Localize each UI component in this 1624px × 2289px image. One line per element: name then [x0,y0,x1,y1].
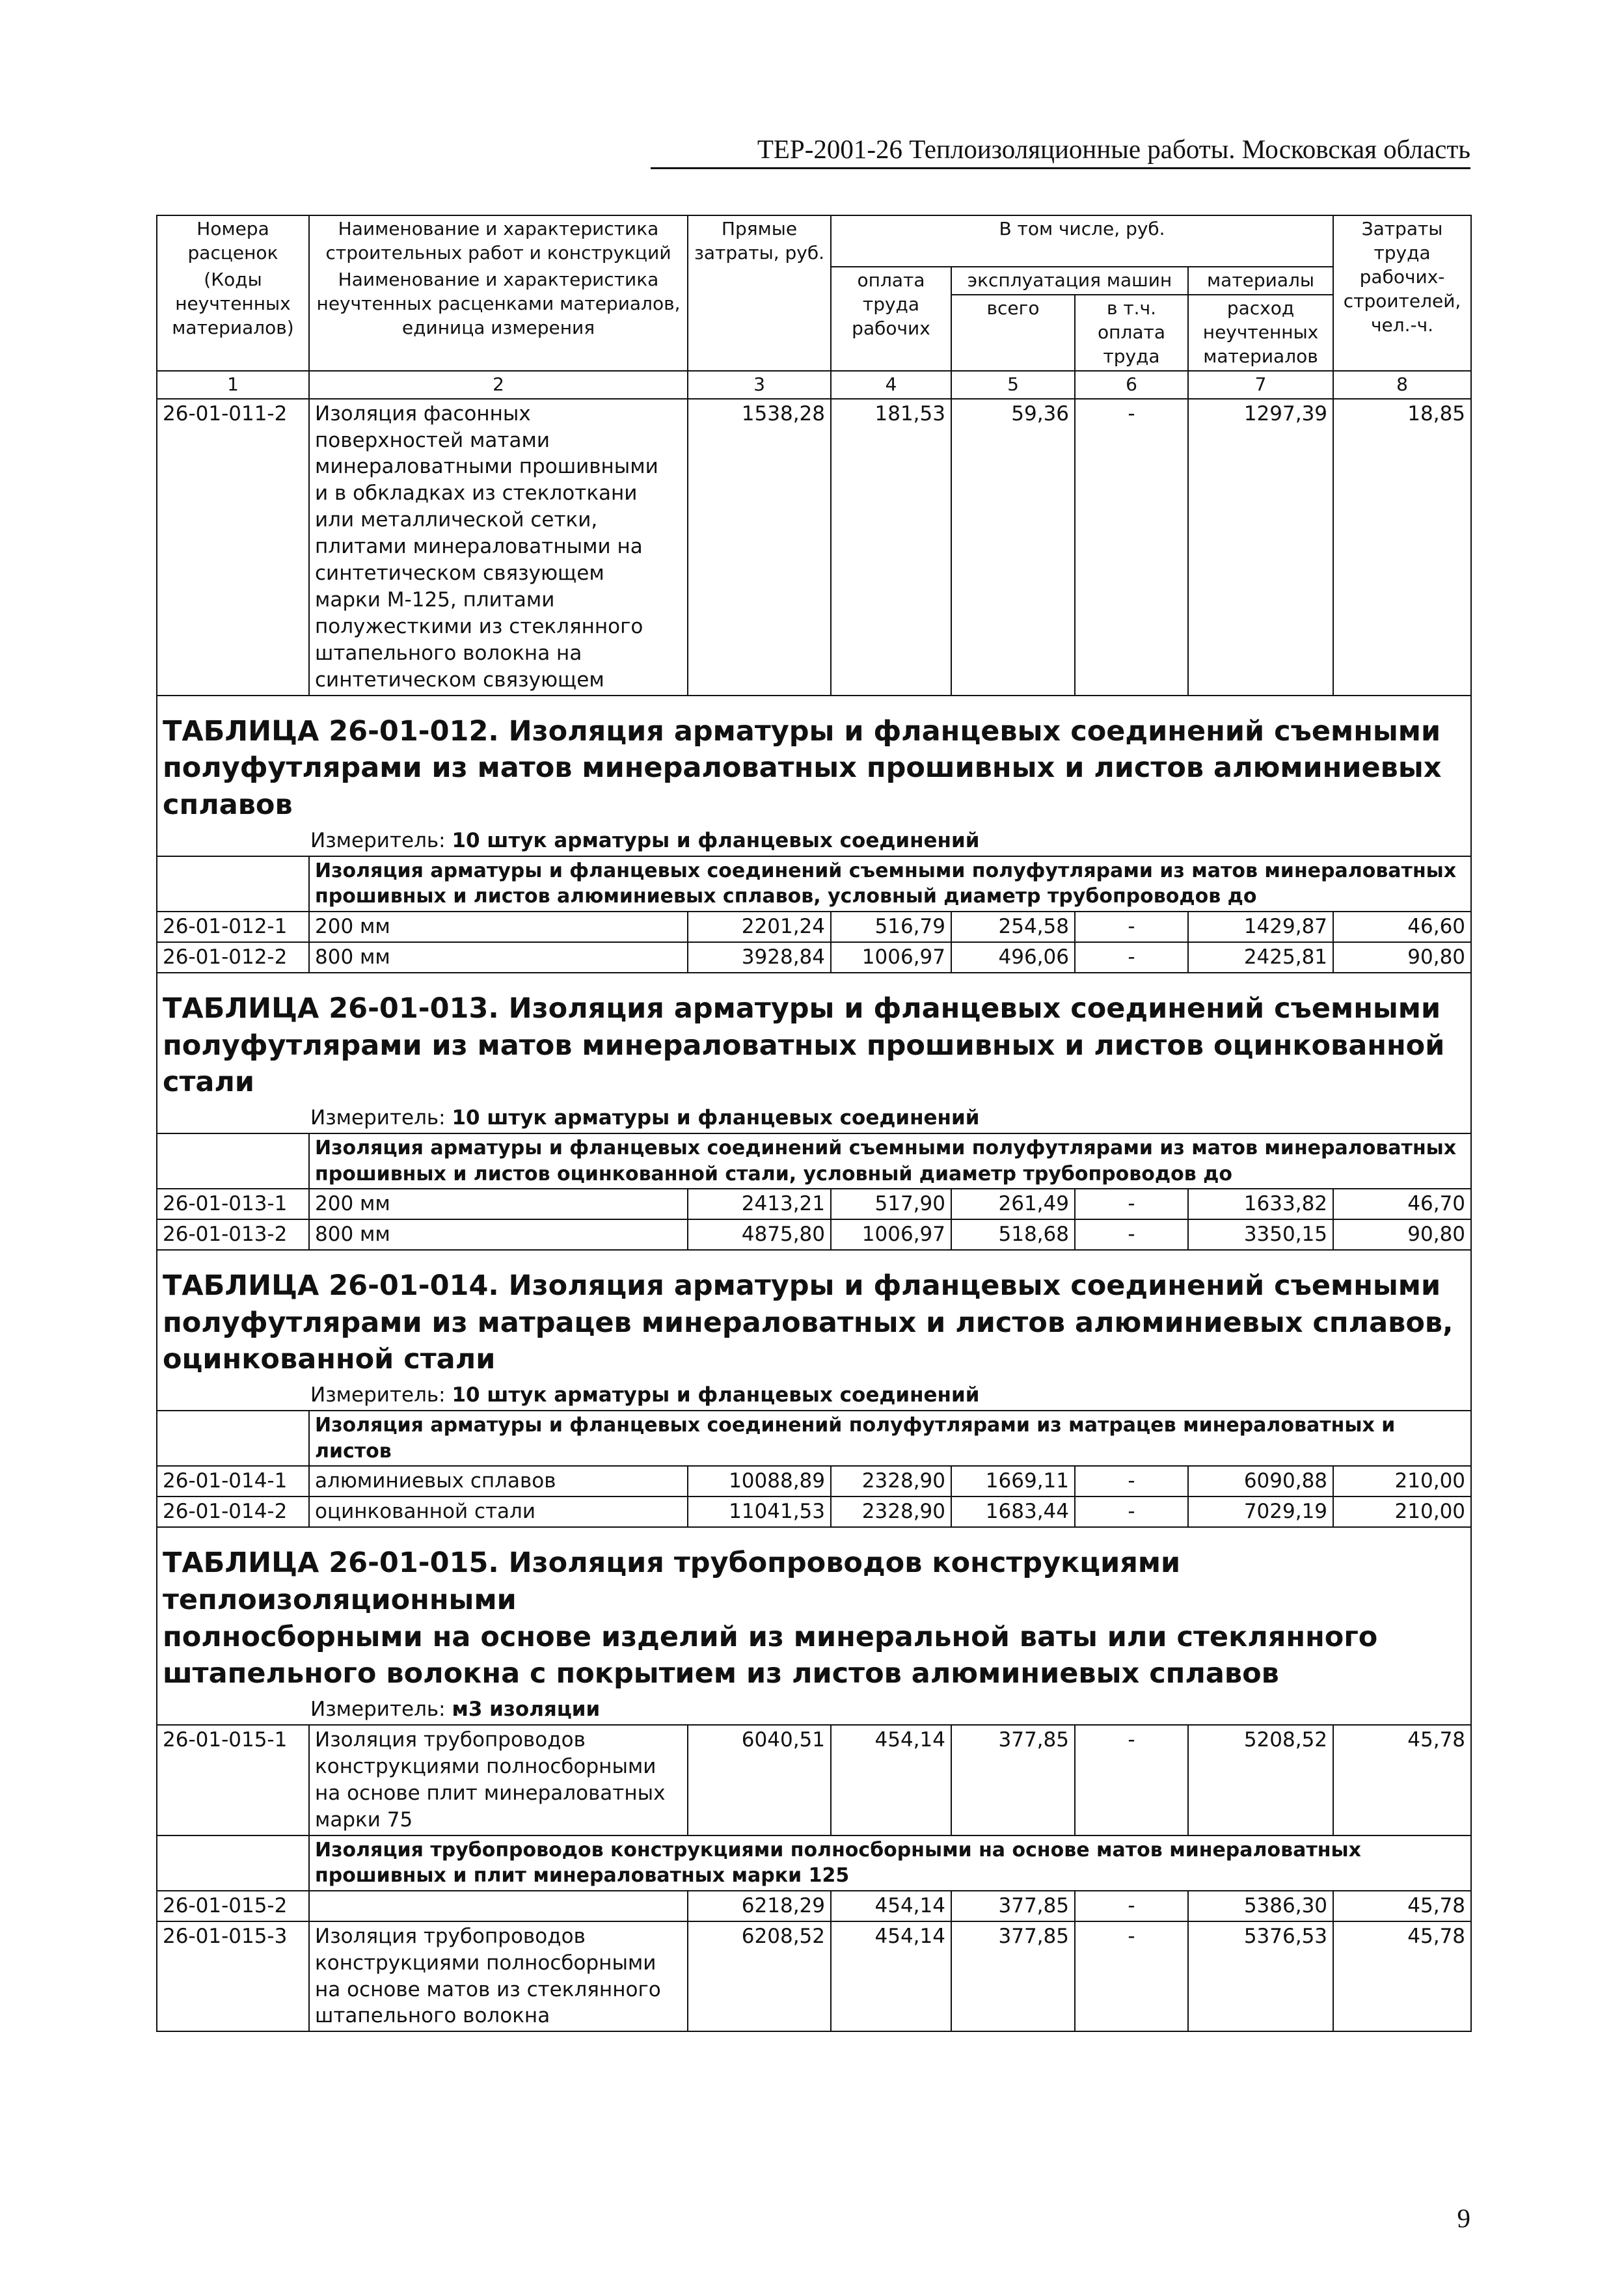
direct-costs: 4875,80 [688,1219,831,1250]
header-machines-incl: в т.ч. оплата труда [1075,295,1188,371]
labor-pay: 1006,97 [831,942,951,973]
labor-cost: 46,70 [1333,1189,1471,1219]
direct-costs: 6040,51 [688,1725,831,1835]
labor-pay: 2328,90 [831,1466,951,1497]
measure-row [157,826,1471,856]
materials: 1429,87 [1188,912,1333,942]
header-direct-costs: Прямые затраты, руб. [688,215,831,371]
materials: 5208,52 [1188,1725,1333,1835]
col-num: 7 [1188,371,1333,399]
col-num: 5 [951,371,1075,399]
labor-cost: 45,78 [1333,1725,1471,1835]
table-row [157,1466,1471,1497]
labor-cost: 210,00 [1333,1497,1471,1527]
header-codes-a: Номера расценок [157,215,309,267]
rate-name: Изоляция трубопроводов конструкциями полносборными на основе матов из стеклянного штапельного волокна [309,1921,688,2032]
header-materials: материалы [1188,267,1333,295]
machines-total: 496,06 [951,942,1075,973]
labor-pay: 2328,90 [831,1497,951,1527]
machines-labor: - [1075,1466,1188,1497]
section-title-row [157,696,1471,826]
table-row [157,1891,1471,1921]
col-num: 8 [1333,371,1471,399]
rate-code: 26-01-012-2 [157,942,309,973]
machines-total: 254,58 [951,912,1075,942]
measure-row [157,1381,1471,1411]
header-materials-unaccounted: расход неучтенных материалов [1188,295,1333,371]
materials: 6090,88 [1188,1466,1333,1497]
section-title-row [157,1250,1471,1381]
direct-costs: 6208,52 [688,1921,831,2032]
labor-cost: 18,85 [1333,399,1471,696]
machines-labor: - [1075,1891,1188,1921]
table-row [157,399,1471,696]
machines-labor: - [1075,1725,1188,1835]
machines-total: 377,85 [951,1725,1075,1835]
measure-014: Измеритель: 10 штук арматуры и фланцевых соединений [157,1381,1471,1411]
subhead-row [157,856,1471,912]
labor-pay: 454,14 [831,1921,951,2032]
subhead-row [157,1835,1471,1891]
measure-013: Измеритель: 10 штук арматуры и фланцевых соединений [157,1104,1471,1133]
machines-total: 377,85 [951,1891,1075,1921]
labor-cost: 90,80 [1333,942,1471,973]
direct-costs: 3928,84 [688,942,831,973]
machines-total: 377,85 [951,1921,1075,2032]
rate-code: 26-01-015-2 [157,1891,309,1921]
rate-name [309,1891,688,1921]
table-row [157,912,1471,942]
col-num: 4 [831,371,951,399]
direct-costs: 6218,29 [688,1891,831,1921]
rate-code: 26-01-013-1 [157,1189,309,1219]
header-incl: В том числе, руб. [831,215,1333,267]
materials: 1297,39 [1188,399,1333,696]
rate-code: 26-01-015-3 [157,1921,309,2032]
table-row [157,1219,1471,1250]
materials: 2425,81 [1188,942,1333,973]
machines-labor: - [1075,1189,1188,1219]
header-labor-cost: Затраты труда рабочих-строителей, чел.-ч. [1333,215,1471,371]
rate-code: 26-01-012-1 [157,912,309,942]
table-row [157,1497,1471,1527]
subhead-row [157,1411,1471,1466]
price-table [156,215,1472,2032]
direct-costs: 10088,89 [688,1466,831,1497]
labor-cost: 46,60 [1333,912,1471,942]
section-title-013: ТАБЛИЦА 26-01-013. Изоляция арматуры и фланцевых соединений съемными полуфутлярами из матов минераловатных прошивных и листов оцинкованной стали [157,973,1471,1104]
machines-total: 261,49 [951,1189,1075,1219]
machines-total: 59,36 [951,399,1075,696]
col-num: 6 [1075,371,1188,399]
machines-labor: - [1075,942,1188,973]
header-number-row [157,371,1471,399]
measure-015: Измеритель: м3 изоляции [157,1695,1471,1725]
materials: 5376,53 [1188,1921,1333,2032]
subhead-row [157,1133,1471,1189]
labor-pay: 516,79 [831,912,951,942]
machines-labor: - [1075,1219,1188,1250]
materials: 5386,30 [1188,1891,1333,1921]
rate-code: 26-01-014-2 [157,1497,309,1527]
labor-pay: 181,53 [831,399,951,696]
materials: 7029,19 [1188,1497,1333,1527]
rate-name: Изоляция трубопроводов конструкциями полносборными на основе плит минераловатных марки 75 [309,1725,688,1835]
machines-labor: - [1075,1921,1188,2032]
machines-total: 518,68 [951,1219,1075,1250]
header-machines-total: всего [951,295,1075,371]
header-name-b: Наименование и характеристика неучтенных расценками материалов, единица измерения [309,267,688,371]
section-title-015: ТАБЛИЦА 26-01-015. Изоляция трубопроводов конструкциями теплоизоляционными полносборными на основе изделий из минеральной ваты или стеклянного штапельного волокна с покрытием из листов алюминиевых сплавов [157,1527,1471,1695]
rate-name: оцинкованной стали [309,1497,688,1527]
col-num: 1 [157,371,309,399]
rate-name: алюминиевых сплавов [309,1466,688,1497]
header-name-a: Наименование и характеристика строительных работ и конструкций [309,215,688,267]
section-title-012: ТАБЛИЦА 26-01-012. Изоляция арматуры и фланцевых соединений съемными полуфутлярами из матов минераловатных прошивных и листов алюминиевых сплавов [157,696,1471,826]
labor-cost: 210,00 [1333,1466,1471,1497]
subhead-012: Изоляция арматуры и фланцевых соединений съемными полуфутлярами из матов минераловатных прошивных и листов алюминиевых сплавов, условный диаметр трубопроводов до [309,856,1471,912]
subhead-014: Изоляция арматуры и фланцевых соединений полуфутлярами из матрацев минераловатных и листов [309,1411,1471,1466]
materials: 3350,15 [1188,1219,1333,1250]
rate-code: 26-01-011-2 [157,399,309,696]
labor-cost: 45,78 [1333,1891,1471,1921]
labor-pay: 454,14 [831,1725,951,1835]
table-row [157,1725,1471,1835]
rate-name: 200 мм [309,912,688,942]
header-machines: эксплуатация машин [951,267,1188,295]
running-head: ТЕР-2001-26 Теплоизоляционные работы. Московская область [651,133,1470,169]
labor-cost: 90,80 [1333,1219,1471,1250]
header-row-1 [157,215,1471,267]
page-number: 9 [1457,2203,1470,2233]
machines-labor: - [1075,399,1188,696]
rate-name: 200 мм [309,1189,688,1219]
table-row [157,1921,1471,2032]
machines-labor: - [1075,1497,1188,1527]
section-title-row [157,1527,1471,1695]
measure-row [157,1695,1471,1725]
table-row [157,1189,1471,1219]
machines-total: 1669,11 [951,1466,1075,1497]
direct-costs: 2413,21 [688,1189,831,1219]
rate-code: 26-01-013-2 [157,1219,309,1250]
materials: 1633,82 [1188,1189,1333,1219]
header-labor-pay: оплата труда рабочих [831,267,951,371]
rate-name: 800 мм [309,942,688,973]
direct-costs: 1538,28 [688,399,831,696]
direct-costs: 11041,53 [688,1497,831,1527]
section-title-row [157,973,1471,1104]
price-table-sheet [156,215,1470,2032]
col-num: 2 [309,371,688,399]
rate-name: 800 мм [309,1219,688,1250]
section-title-014: ТАБЛИЦА 26-01-014. Изоляция арматуры и фланцевых соединений съемными полуфутлярами из матрацев минераловатных и листов алюминиевых сплавов, оцинкованной стали [157,1250,1471,1381]
machines-labor: - [1075,912,1188,942]
header-codes-b: (Коды неучтенных материалов) [157,267,309,371]
measure-row [157,1104,1471,1133]
machines-total: 1683,44 [951,1497,1075,1527]
subhead-013: Изоляция арматуры и фланцевых соединений съемными полуфутлярами из матов минераловатных прошивных и листов оцинкованной стали, условный диаметр трубопроводов до [309,1133,1471,1189]
rate-code: 26-01-015-1 [157,1725,309,1835]
subhead-015: Изоляция трубопроводов конструкциями полносборными на основе матов минераловатных прошивных и плит минераловатных марки 125 [309,1835,1471,1891]
measure-012: Измеритель: 10 штук арматуры и фланцевых соединений [157,826,1471,856]
rate-name: Изоляция фасонных поверхностей матами минераловатными прошивными и в обкладках из стеклоткани или металлической сетки, плитами минераловатными на синтетическом связующем марки М-125, плитами полужесткими из стеклянного штапельного волокна на синтетическом связующем [309,399,688,696]
table-row [157,942,1471,973]
direct-costs: 2201,24 [688,912,831,942]
labor-pay: 517,90 [831,1189,951,1219]
rate-code: 26-01-014-1 [157,1466,309,1497]
col-num: 3 [688,371,831,399]
labor-pay: 1006,97 [831,1219,951,1250]
labor-pay: 454,14 [831,1891,951,1921]
labor-cost: 45,78 [1333,1921,1471,2032]
